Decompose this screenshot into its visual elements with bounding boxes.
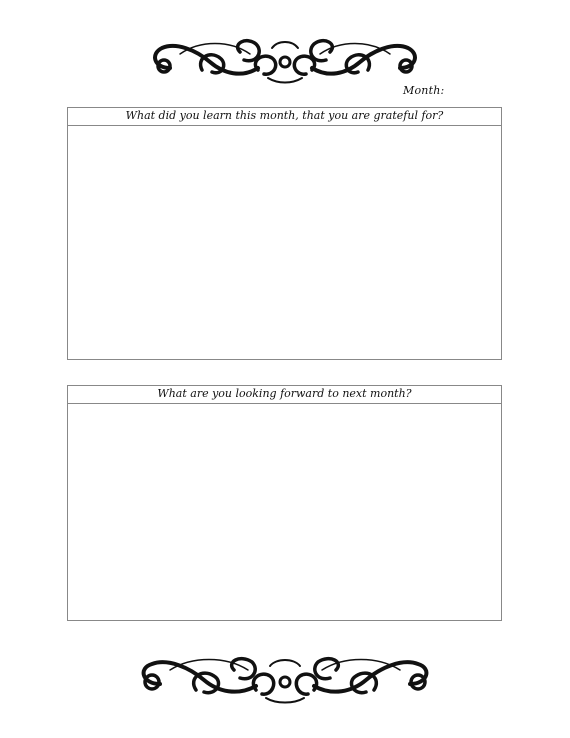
bottom-flourish <box>0 650 570 710</box>
answer-area[interactable] <box>68 404 501 620</box>
answer-area[interactable] <box>68 126 501 359</box>
scroll-flourish-icon <box>140 32 430 92</box>
prompt-box-grateful <box>67 107 502 360</box>
month-label: Month: <box>403 84 445 97</box>
prompt-question: What are you looking forward to next month? <box>68 386 501 404</box>
prompt-box-next-month <box>67 385 502 621</box>
prompt-question: What did you learn this month, that you are grateful for? <box>68 108 501 126</box>
top-flourish <box>0 32 570 92</box>
scroll-flourish-icon <box>130 650 440 710</box>
